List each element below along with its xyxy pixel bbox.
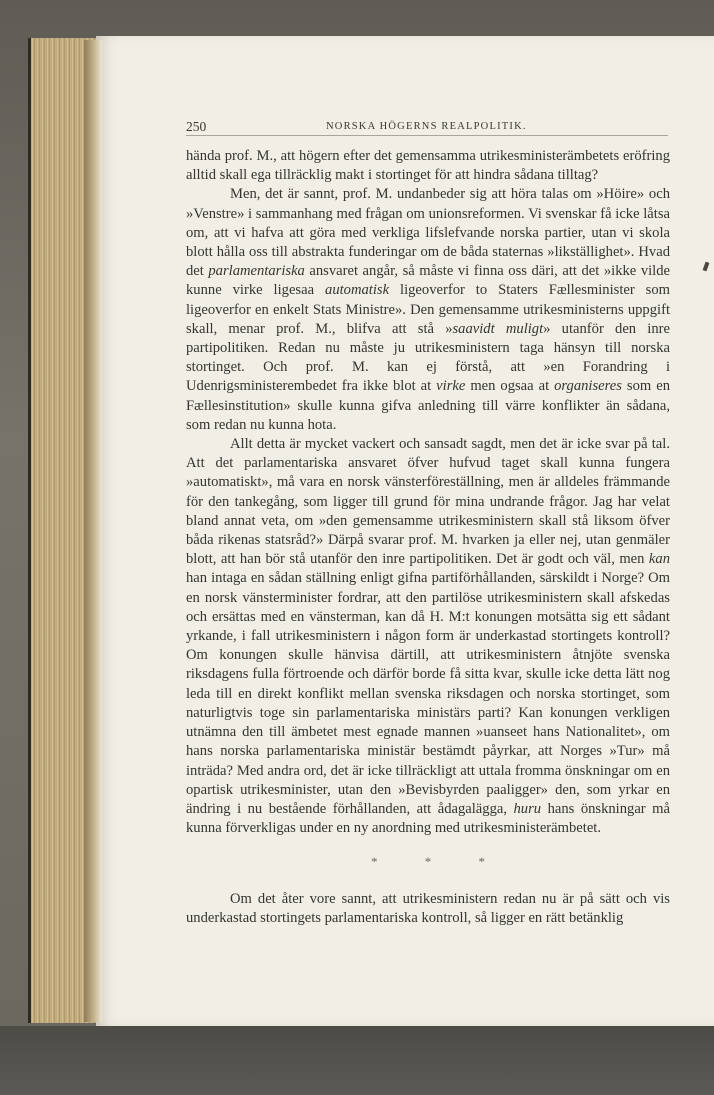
emphasis: kan	[648, 551, 670, 568]
body-text	[186, 147, 670, 928]
scan-bottom-margin	[0, 1026, 714, 1095]
text-run: hans önskningar må kunna förverkligas under en ny anordning med utrikesministerämbetet.	[186, 800, 670, 837]
text-run: » utanför den inre partipolitiken. Redan nu måste ju utrikesministern taga hänsyn till norska stortinget. Och prof. M. kan ej förstå, att »en Forandring i Udenrigsministerembedet fra ikke blot at	[186, 320, 670, 395]
text-run: Om det åter vore sannt, att utrikesministern redan nu är på sätt och vis underkastad stortingets parlamentariska kontroll, så ligger en rätt betänklig	[186, 890, 670, 926]
page-number: 250	[186, 119, 207, 134]
text-run: men ogsaa at	[465, 378, 555, 395]
text-run: Men, det är sannt, prof. M. undanbeder sig att höra talas om »Höire» och »Venstre» i sammanhang med frågan om unionsreformen. Vi svenskar få icke låtsa om, att vi hafva att göra med verkliga lifslefvande norska partier, utan vi skola blott hålla oss till abstrakta funderingar om de båda staternas »likställighet». Hvad det	[186, 186, 670, 280]
paragraph	[186, 185, 670, 435]
text-run: Allt detta är mycket vackert och sansadt sagdt, men det är icke svar på tal. Att det parlamentariska ansvaret öfver hufvud taget skall kunna fungera »automatiskt», må vara en norsk vänsterföreställning, men är alldeles främmande för den tankegång, som ligger till grund för mina undrande frågor. Jag har velat bland annat veta, om »den gemensamme utrikesministern skall stå liksom öfver båda rikenas statsråd?» Därpå svarar prof. M. hvarken ja eller nej, utan genmäler blott, att han bör stå utanför den inre partipolitiken. Det är godt och väl, men	[186, 436, 670, 568]
section-asterism: * * *	[371, 854, 507, 870]
emphasis: organiseres	[554, 378, 622, 395]
paragraph-continuation	[186, 147, 670, 185]
emphasis: parlamentariska	[208, 263, 305, 280]
text-run: han intaga en sådan ställning enligt gifna partiförhållanden, särskildt i Norge? Om en norsk vänsterminister fordrar, att den partilöse utrikesministern skall afskedas och ersättas med en vänsterman, kan då H. M:t konungen motsätta sig ett sådant yrkande, i fall utrikesministern i någon form är underkastad stortingets kontroll? Om konungen skulle hänvisa därtill, att utrikesministern åtnjöte svenska riksdagens fulla förtroende och därför borde få sitta kvar, skulle icke detta lätt nog leda till en direkt konflikt mellan svenska riksdagen och norska stortinget, som naturligtvis toge sin parlamentariska ministärs parti? Kan konungen verkligen utnämna den till ämbetet mest egnade mannen »uanseet hans Nationalitet», om hans norska parlamentariska ministär bestämdt påyrkar, att Norges »Tur» må inträda? Med andra ord, det är icke tillräckligt att uttala fromma önskningar om en opartisk utrikesminister, utan den »Bevisbyrden paaligger» den, som yrkar en ändring i nu bestående förhållanden, att ådagalägga,	[186, 570, 670, 817]
text-run: ansvaret angår, så måste vi finna oss däri, att det »ikke vilde kunne virke ligesaa	[186, 263, 670, 299]
page-header	[186, 119, 668, 136]
running-head: NORSKA HÖGERNS REALPOLITIK.	[326, 121, 527, 132]
paragraph	[186, 435, 670, 838]
emphasis: automatisk	[325, 282, 390, 299]
emphasis: saavidt muligt	[452, 320, 544, 337]
text-run: ligeoverfor to Staters Fællesminister som ligeoverfor en enkelt Stats Ministre». Den gemensamme utrikesministerns uppgift skall, menar prof. M., blifva att stå »	[186, 282, 670, 337]
paragraph	[186, 890, 670, 928]
page-gutter	[84, 40, 102, 1022]
text-run: hända prof. M., att högern efter det gemensamma utrikesministerämbetets eröfring alltid skall ega tillräcklig makt i stortinget för att hindra sådana tilltag?	[186, 148, 670, 184]
text-run: som en Fællesinstitution» skulle kunna gifva anledning till värre konflikter än sådana, som redan nu kunna hota.	[186, 378, 670, 433]
emphasis: huru	[513, 800, 542, 817]
emphasis: virke	[436, 378, 466, 395]
